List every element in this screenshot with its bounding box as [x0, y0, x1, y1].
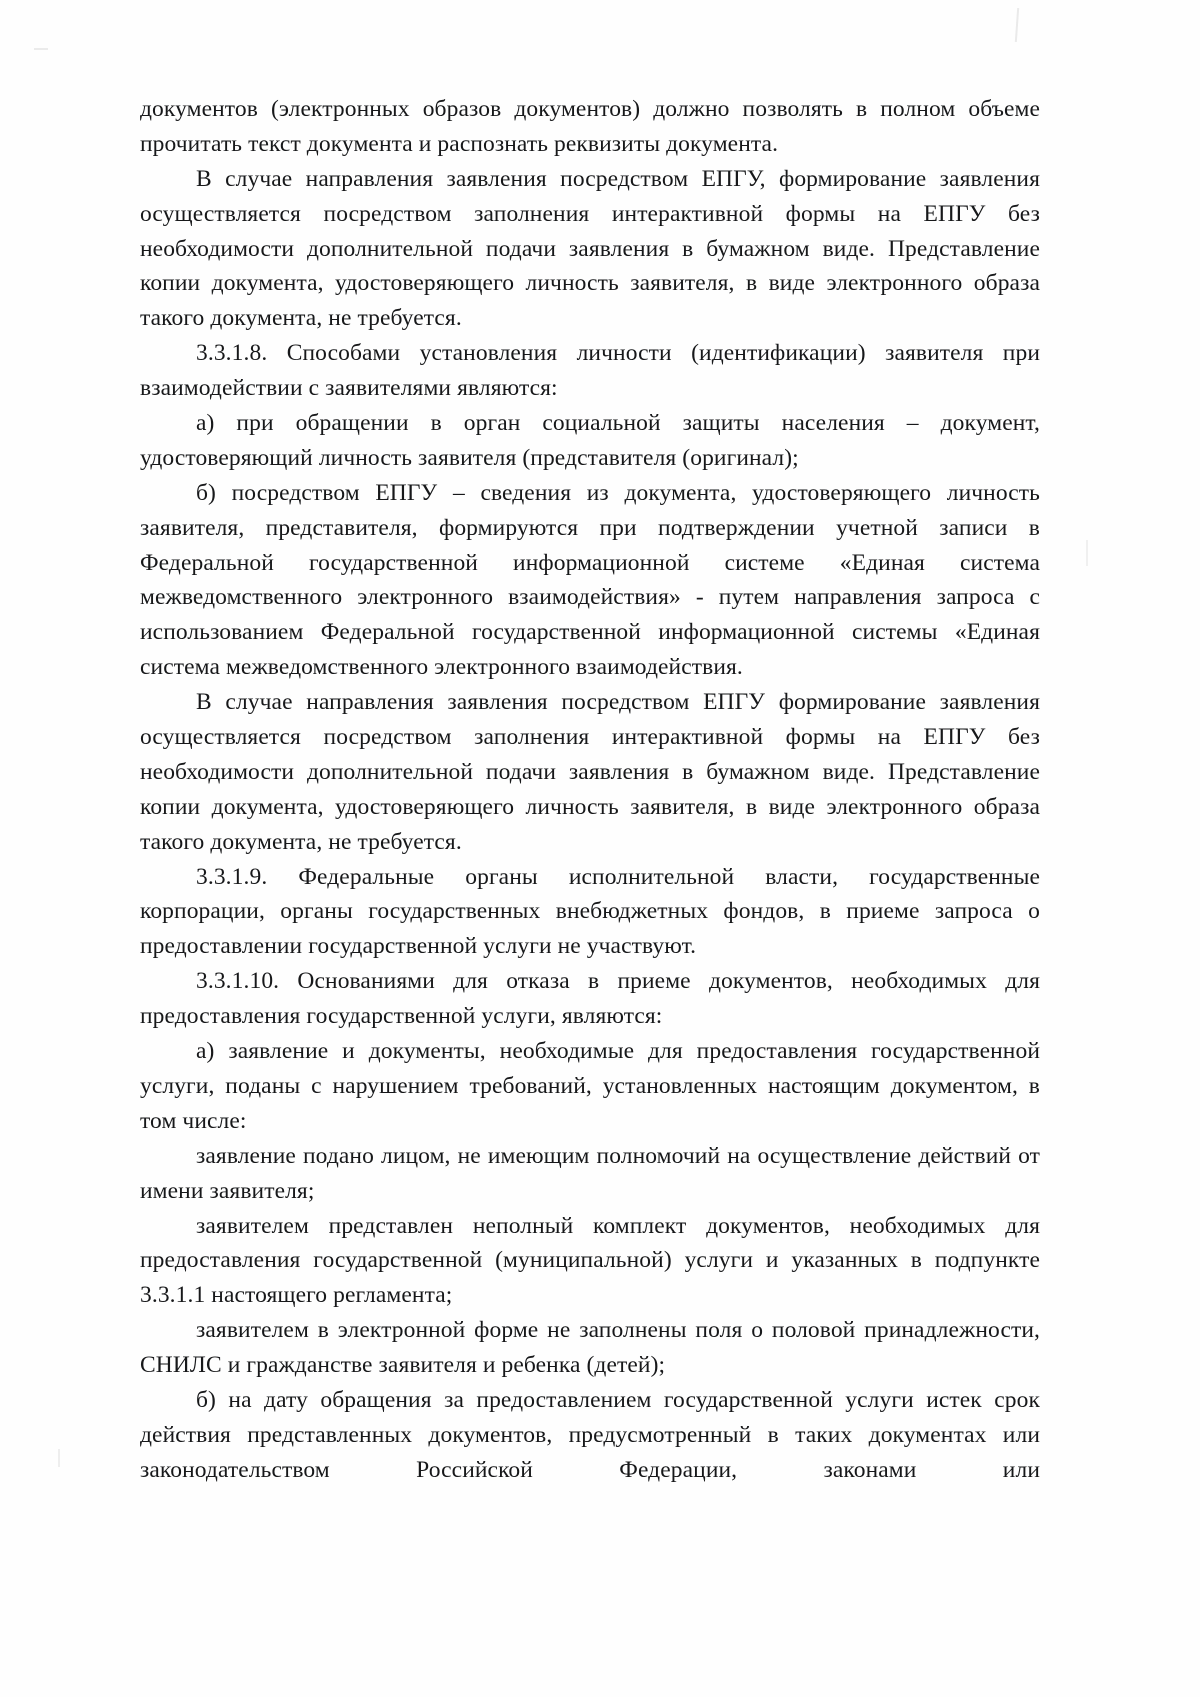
refusal-ground-b: б) на дату обращения за предоставлением государственной услуги истек срок действия представленных документов, предусмотренный в таких документах или законодательством Российской Федерации, законами или — [140, 1386, 1040, 1483]
clause-3-3-1-10: 3.3.1.10. Основаниями для отказа в приеме документов, необходимых для предоставления государственной услуги, являются: — [140, 968, 1040, 1030]
paragraph-continuation: документов (электронных образов документов) должно позволять в полном объеме прочитать текст документа и распознать реквизиты документа. — [140, 96, 1040, 157]
clause-item-a-identification: а) при обращении в орган социальной защиты населения – документ, удостоверяющий личность заявителя (представителя (оригинал); — [140, 410, 1040, 471]
refusal-ground-a-sub-3: заявителем в электронной форме не заполнены поля о половой принадлежности, СНИЛС и гражданстве заявителя и ребенка (детей); — [140, 1317, 1040, 1379]
clause-3-3-1-9: 3.3.1.9. Федеральные органы исполнительной власти, государственные корпорации, органы государственных внебюджетных фондов, в приеме запроса о предоставлении государственной услуги не участвуют. — [140, 863, 1040, 960]
paragraph-epgu-submission-repeat: В случае направления заявления посредством ЕПГУ формирование заявления осуществляется посредством заполнения интерактивной формы на ЕПГУ без необходимости дополнительной подачи заявления в бумажном виде. Представление копии документа, удостоверяющего личность заявителя, в виде электронного образа такого документа, не требуется. — [140, 689, 1040, 855]
refusal-ground-a-sub-2: заявителем представлен неполный комплект документов, необходимых для предоставления государственной (муниципальной) услуги и указанных в подпункте 3.3.1.1 настоящего регламента; — [140, 1212, 1040, 1309]
paragraph-epgu-submission: В случае направления заявления посредством ЕПГУ, формирование заявления осуществляется посредством заполнения интерактивной формы на ЕПГУ без необходимости дополнительной подачи заявления в бумажном виде. Представление копии документа, удостоверяющего личность заявителя, в виде электронного образа такого документа, не требуется. — [140, 165, 1040, 332]
scan-artifact-right — [1086, 540, 1088, 566]
clause-item-b-epgu: б) посредством ЕПГУ – сведения из документа, удостоверяющего личность заявителя, представителя, формируются при подтверждении учетной записи в Федеральной государственной информационной системе «Единая система межведомственного электронного взаимодействия» - путем направления запроса с использованием Федеральной государственной информационной системы «Единая система межведомственного электронного взаимодействия. — [140, 479, 1040, 681]
scan-artifact-top-right — [1015, 8, 1019, 42]
refusal-ground-a-sub-1: заявление подано лицом, не имеющим полномочий на осуществление действий от имени заявителя; — [140, 1142, 1040, 1204]
scan-artifact-left — [34, 48, 48, 50]
clause-3-3-1-8: 3.3.1.8. Способами установления личности (идентификации) заявителя при взаимодействии с заявителями являются: — [140, 340, 1040, 402]
scan-artifact-bottom-left — [58, 1449, 60, 1467]
document-body — [140, 92, 1040, 1488]
refusal-ground-a: а) заявление и документы, необходимые для предоставления государственной услуги, поданы с нарушением требований, установленных настоящим документом, в том числе: — [140, 1038, 1040, 1134]
